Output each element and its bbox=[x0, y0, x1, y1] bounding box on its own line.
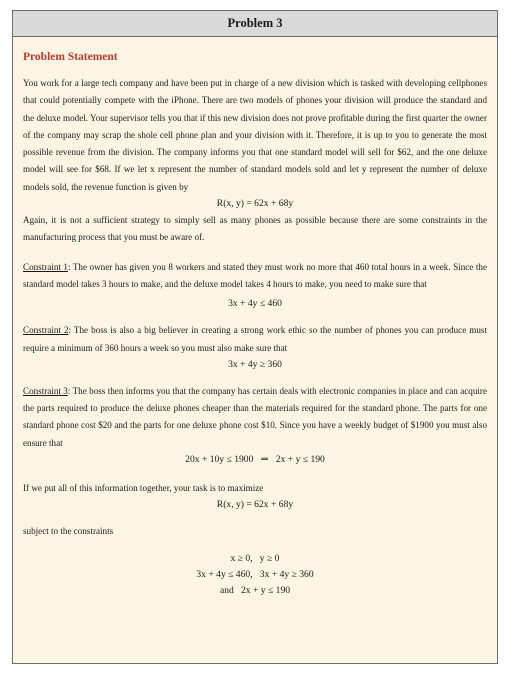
constraint-1-label: Constraint 1 bbox=[23, 261, 68, 272]
again-paragraph: Again, it is not a sufficient strategy to simply sell as many phones as possible because there are some constraints in the manufacturing process that you must be aware of. bbox=[23, 215, 487, 243]
subject-to-text: subject to the constraints bbox=[23, 526, 114, 537]
problem-frame bbox=[12, 10, 498, 664]
constraint-3-paragraph bbox=[23, 383, 487, 452]
intro-paragraph: You work for a large tech company and have been put in charge of a new division which is tasked with developing cellphones that could potentially compete with the iPhone. There are two models of phones your division will produce the standard and the deluxe model. Your supervisor tells you that if this new division does not prove profitable during the first quarter the owner of the company may scrap the shole cell phone plan and your division with it. Therefore, it is up to you to generate the most possible revenue from the division. The company informs you that one standard model will sell for $62, and the one deluxe model will see for $68. If we let x represent the number of standard models sold and let y represent the number of deluxe models sold, the revenue function is given by bbox=[23, 78, 487, 192]
objective-equation: R(x, y) = 62x + 68y bbox=[216, 499, 294, 511]
constraint-2-label: Constraint 2 bbox=[23, 325, 69, 336]
problem-title: Problem 3 bbox=[13, 11, 497, 37]
constraint-2-text: : The boss is also a big believer in creating a strong work ethic so the number of phones you can produce must require a minimum of 360 hours a week so you must also make sure that bbox=[23, 325, 487, 353]
constraint-3-text: : The boss then informs you that the company has certain deals with electronic companies in place and can acquire the parts required to produce the deluxe phones cheaper than the materials required for the standard phone. The parts for one standard phone cost $20 and the parts for one deluxe phone cost $10. Since you have a weekly budget of $1900 you must also ensure that bbox=[23, 385, 487, 448]
constraint-1-paragraph bbox=[23, 259, 487, 294]
revenue-equation: R(x, y) = 62x + 68y bbox=[216, 198, 294, 210]
constraint-3-label: Constraint 3 bbox=[23, 385, 68, 396]
constraint-3-equation: 20x + 10y ≤ 1900 ⇒ 2x + y ≤ 190 bbox=[185, 454, 325, 466]
hours-constraints: 3x + 4y ≤ 460, 3x + 4y ≥ 360 bbox=[196, 568, 314, 580]
constraint-1-text: : The owner has given you 8 workers and stated they must work no more that 460 total hours in a week. Since the standard model takes 3 hours to make, and the deluxe model takes 4 hours to make, you need to make sure that bbox=[23, 261, 487, 289]
problem-body bbox=[13, 37, 497, 663]
nonnegativity-constraints: x ≥ 0, y ≥ 0 bbox=[230, 552, 280, 564]
together-paragraph: If we put all of this information together, your task is to maximize bbox=[23, 483, 264, 494]
constraint-2-paragraph bbox=[23, 322, 487, 357]
problem-statement-heading: Problem Statement bbox=[23, 51, 118, 63]
constraint-1-equation: 3x + 4y ≤ 460 bbox=[228, 298, 282, 310]
budget-constraint: and 2x + y ≤ 190 bbox=[219, 584, 291, 596]
constraint-2-equation: 3x + 4y ≥ 360 bbox=[228, 358, 282, 370]
